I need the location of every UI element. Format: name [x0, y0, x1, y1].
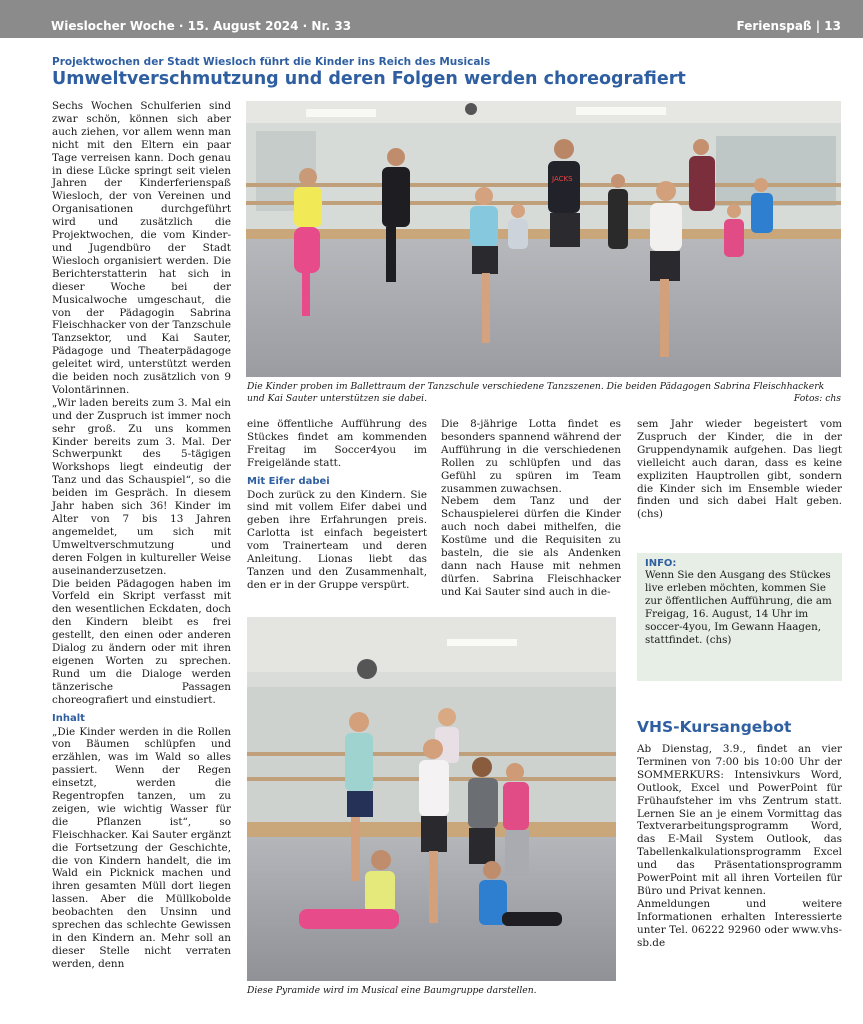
photo-tree-pyramid: [247, 617, 616, 981]
page-header: [0, 0, 863, 38]
photo1-caption-text: Die Kinder proben im Ballettraum der Tanzschule verschiedene Tanzszenen. Die beiden Pädagogen Sabrina Fleischhackerk und Kai Sauter unterstützen sie dabei.: [247, 381, 825, 404]
column-4: [637, 418, 842, 538]
col3-paragraph-1: Die 8-jährige Lotta findet es besonders spannend während der Aufführung in die verschiedenen Rollen zu schlüpfen und das Gefühl zu spüren im Team zusammen zuwachsen.: [441, 418, 621, 495]
column-1: [52, 100, 231, 1012]
col4-paragraph-1: sem Jahr wieder begeistert vom Zuspruch der Kinder, die in der Gruppendynamik aufgehen. Das liegt vielleicht auch daran, dass es keine expliziten Hauptrollen gibt, sondern die Kinder sich im Ensemble wieder finden und sich dabei Halt geben. (chs): [637, 418, 842, 521]
article-kicker: Projektwochen der Stadt Wiesloch führt die Kinder ins Reich des Musicals: [52, 56, 491, 68]
col1-paragraph-2: „Wir laden bereits zum 3. Mal ein und der Zuspruch ist immer noch sehr groß. Zu uns kommen Kinder bereits zum 3. Mal. Der Schwerpunkt des 5-tägigen Workshops liegt eindeutig der Tanz und das Schauspiel“, so die beiden im Gespräch. In diesem Jahr haben sich 36! Kinder im Alter von 7 bis 13 Jahren angemeldet, um sich mit Umweltverschmutzung und deren Folgen in kultureller Weise auseinanderzusetzen.: [52, 396, 231, 577]
col1-subheading: Inhalt: [52, 712, 85, 724]
header-section-page: Ferienspaß | 13: [736, 19, 841, 33]
photo-dance-rehearsal-image: [246, 101, 841, 377]
col1-paragraph-3: Die beiden Pädagogen haben im Vorfeld ein Skript verfasst mit den wesentlichen Eckdaten, doch den Kindern bleibt es frei gestellt, den einen oder anderen Dialog zu ändern oder mit ihren eigenen Worten zu sprechen. Rund um die Dialoge werden tänzerische Passagen choreografiert und einstudiert.: [52, 577, 231, 706]
col2-paragraph-1: eine öffentliche Aufführung des Stückes findet am kommenden Freitag im Soccer4you im Freigelände statt.: [247, 418, 427, 469]
photo-tree-pyramid-image: [247, 617, 616, 981]
photo2-caption: Diese Pyramide wird im Musical eine Baumgruppe darstellen.: [247, 985, 537, 996]
column-3: [441, 418, 621, 608]
header-publication: Wieslocher Woche · 15. August 2024 · Nr. 33: [51, 19, 352, 33]
vhs-heading: VHS-Kursangebot: [637, 718, 792, 736]
col2-paragraph-2: Doch zurück zu den Kindern. Sie sind mit vollem Eifer dabei und geben ihre Erfahrungen preis. Carlotta ist einfach begeistert vom Trainerteam und deren Anleitung. Lionas liebt das Tanzen und den Zusammenhalt, den er in der Gruppe verspürt.: [247, 488, 427, 591]
info-text: Wenn Sie den Ausgang des Stückes live erleben möchten, kommen Sie zur öffentlichen Aufführung, die am Freigag, 16. August, 14 Uhr im soccer-4you, Im Gewann Haagen, stattfindet. (chs): [645, 569, 832, 646]
column-2: [247, 418, 427, 608]
col1-paragraph-1: Sechs Wochen Schulferien sind zwar schön, können sich aber auch ziehen, vor allem wenn man nicht mit den Eltern ein paar Tage verreisen kann. Doch genau in diese Lücke springt seit vielen Jahren der Kinderferienspaß Wiesloch, der von Vereinen und Organisationen durchgeführt wird und zusätzlich die Projektwochen, die vom Kinder- und Jugendbüro der Stadt Wiesloch organisiert werden. Die Berichterstatterin hat sich in dieser Woche bei der Musicalwoche umgeschaut, die von der Pädagogin Sabrina Fleischhacker von der Tanzschule Tanzsektor, und Kai Sauter, Pädagoge und Theaterpädagoge geleitet wird, unterstützt werden die beiden noch zusätzlich von 9 Volontärinnen.: [52, 100, 231, 396]
photo1-caption: [247, 381, 841, 405]
vhs-contact: Anmeldungen und weitere Informationen erhalten Interessierte unter Tel. 06222 92960 oder www.vhs-sb.de: [637, 897, 842, 949]
col2-subheading: Mit Eifer dabei: [247, 475, 330, 487]
col3-paragraph-2: Nebem dem Tanz und der Schauspielerei dürfen die Kinder auch noch dabei mithelfen, die Kostüme und die Requisiten zu basteln, die sie als Andenken dann nach Hause mit nehmen dürfen. Sabrina Fleischhacker und Kai Sauter sind auch in die-: [441, 495, 621, 598]
article-headline: Umweltverschmutzung und deren Folgen werden choreografiert: [52, 69, 686, 89]
photo-dance-rehearsal: [246, 101, 841, 377]
info-box: [637, 553, 842, 681]
photo1-credit: Fotos: chs: [793, 393, 841, 404]
shirt-print: JACKS: [552, 175, 573, 183]
col1-paragraph-4: „Die Kinder werden in die Rollen von Bäumen schlüpfen und erzählen, was im Wald so alles passiert. Wenn der Regen einsetzt, werden die Regentropfen tanzen, um zu zeigen, wie wichtig Wasser für die Pflanzen ist“, so Fleischhacker. Kai Sauter ergänzt die Fortsetzung der Geschichte, die von Kindern handelt, die im Wald ein Picknick machen und ihren gesamten Müll dort liegen lassen. Aber die Müllkobolde beobachten den Unsinn und sprechen das schlechte Gewissen in den Kindern an. Mehr soll an dieser Stelle nicht verraten werden, denn: [52, 725, 231, 970]
vhs-text: Ab Dienstag, 3.9., findet an vier Terminen von 7:00 bis 10:00 Uhr der SOMMERKURS: Intensivkurs Word, Outlook, Excel und PowerPoint für Frühaufsteher im vhs Zentrum statt. Lernen Sie an je einem Vormittag das Textverarbeitungsprogramm Word, das E-Mail System Outlook, das Tabellenkalkulationsprogramm Excel und das Präsentationsprogramm PowerPoint mit all ihren Vorteilen für Büro und Privat kennen.: [637, 743, 842, 897]
info-heading: INFO:: [645, 558, 677, 569]
vhs-column: [637, 743, 842, 998]
